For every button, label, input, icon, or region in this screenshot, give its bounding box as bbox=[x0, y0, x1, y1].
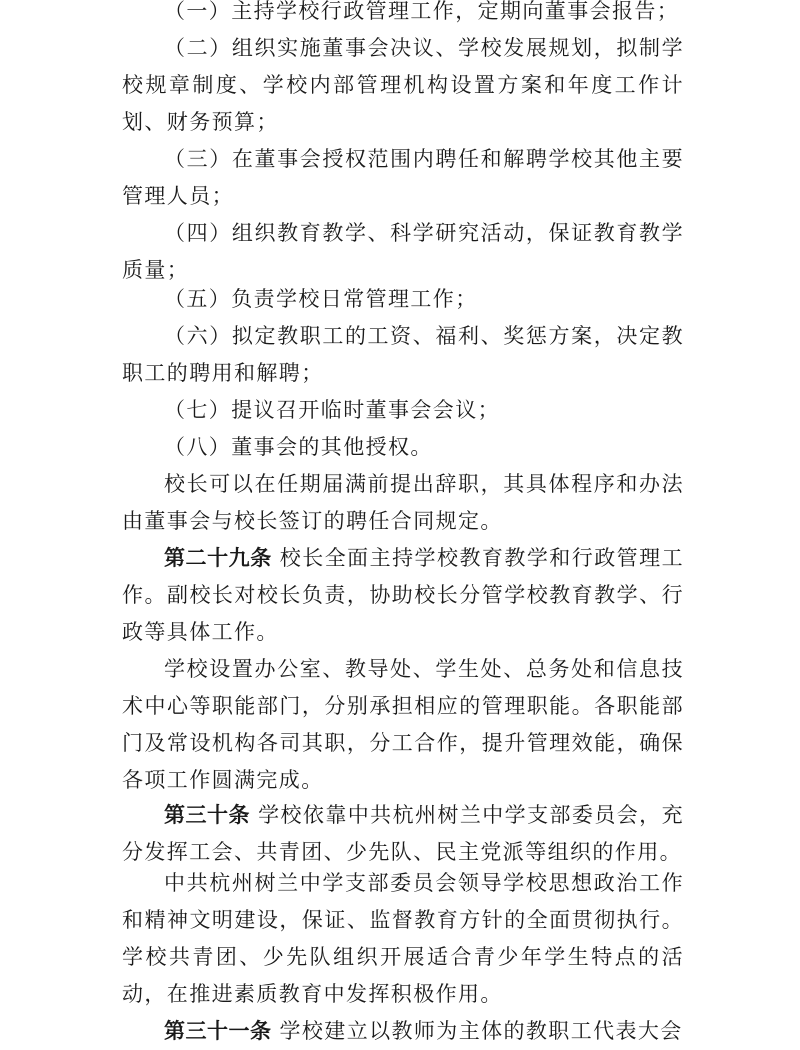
resignation-text: 校长可以在任期届满前提出辞职，其具体程序和办法由董事会与校长签订的聘任合同规定。 bbox=[122, 472, 684, 533]
article-30 bbox=[122, 797, 684, 871]
item-2-text: （二）组织实施董事会决议、学校发展规划，拟制学校规章制度、学校内部管理机构设置方案和年度工作计划、财务预算； bbox=[122, 36, 684, 134]
party-branch-text: 中共杭州树兰中学支部委员会领导学校思想政治工作和精神文明建设，保证、监督教育方针的全面贯彻执行。学校共青团、少先队组织开展适合青少年学生特点的活动，在推进素质教育中发挥积极作用。 bbox=[122, 871, 684, 1006]
item-2 bbox=[122, 30, 684, 141]
item-4 bbox=[122, 215, 684, 289]
item-1-text: （一）主持学校行政管理工作，定期向董事会报告； bbox=[164, 0, 680, 23]
resignation-paragraph bbox=[122, 466, 684, 540]
item-5 bbox=[122, 281, 684, 318]
article-30-heading: 第三十条 bbox=[164, 803, 251, 827]
item-4-text: （四）组织教育教学、科学研究活动，保证教育教学质量； bbox=[122, 221, 684, 282]
departments-text: 学校设置办公室、教导处、学生处、总务处和信息技术中心等职能部门，分别承担相应的管理职能。各职能部门及常设机构各司其职，分工合作，提升管理效能，确保各项工作圆满完成。 bbox=[122, 657, 684, 792]
article-31-heading: 第三十一条 bbox=[164, 1019, 272, 1043]
article-31 bbox=[122, 1013, 684, 1050]
item-3 bbox=[122, 141, 684, 215]
item-8 bbox=[122, 429, 684, 466]
article-29-text: 校长全面主持学校教育教学和行政管理工作。副校长对校长负责，协助校长分管学校教育教学、行政等具体工作。 bbox=[122, 546, 684, 644]
item-8-text: （八）董事会的其他授权。 bbox=[164, 435, 433, 459]
item-3-text: （三）在董事会授权范围内聘任和解聘学校其他主要管理人员； bbox=[122, 147, 684, 208]
item-5-text: （五）负责学校日常管理工作； bbox=[164, 287, 478, 311]
article-31-text: 学校建立以教师为主体的教职工代表大会 bbox=[279, 1019, 683, 1043]
departments-paragraph bbox=[122, 651, 684, 799]
article-30-text: 学校依靠中共杭州树兰中学支部委员会，充分发挥工会、共青团、少先队、民主党派等组织的作用。 bbox=[122, 803, 684, 864]
party-branch-paragraph bbox=[122, 865, 684, 1013]
item-7-text: （七）提议召开临时董事会会议； bbox=[164, 398, 500, 422]
article-29-heading: 第二十九条 bbox=[164, 546, 272, 570]
item-1 bbox=[122, 0, 684, 30]
item-6-text: （六）拟定教职工的工资、福利、奖惩方案，决定教职工的聘用和解聘； bbox=[122, 324, 684, 385]
article-29 bbox=[122, 540, 684, 651]
item-7 bbox=[122, 392, 684, 429]
item-6 bbox=[122, 318, 684, 392]
